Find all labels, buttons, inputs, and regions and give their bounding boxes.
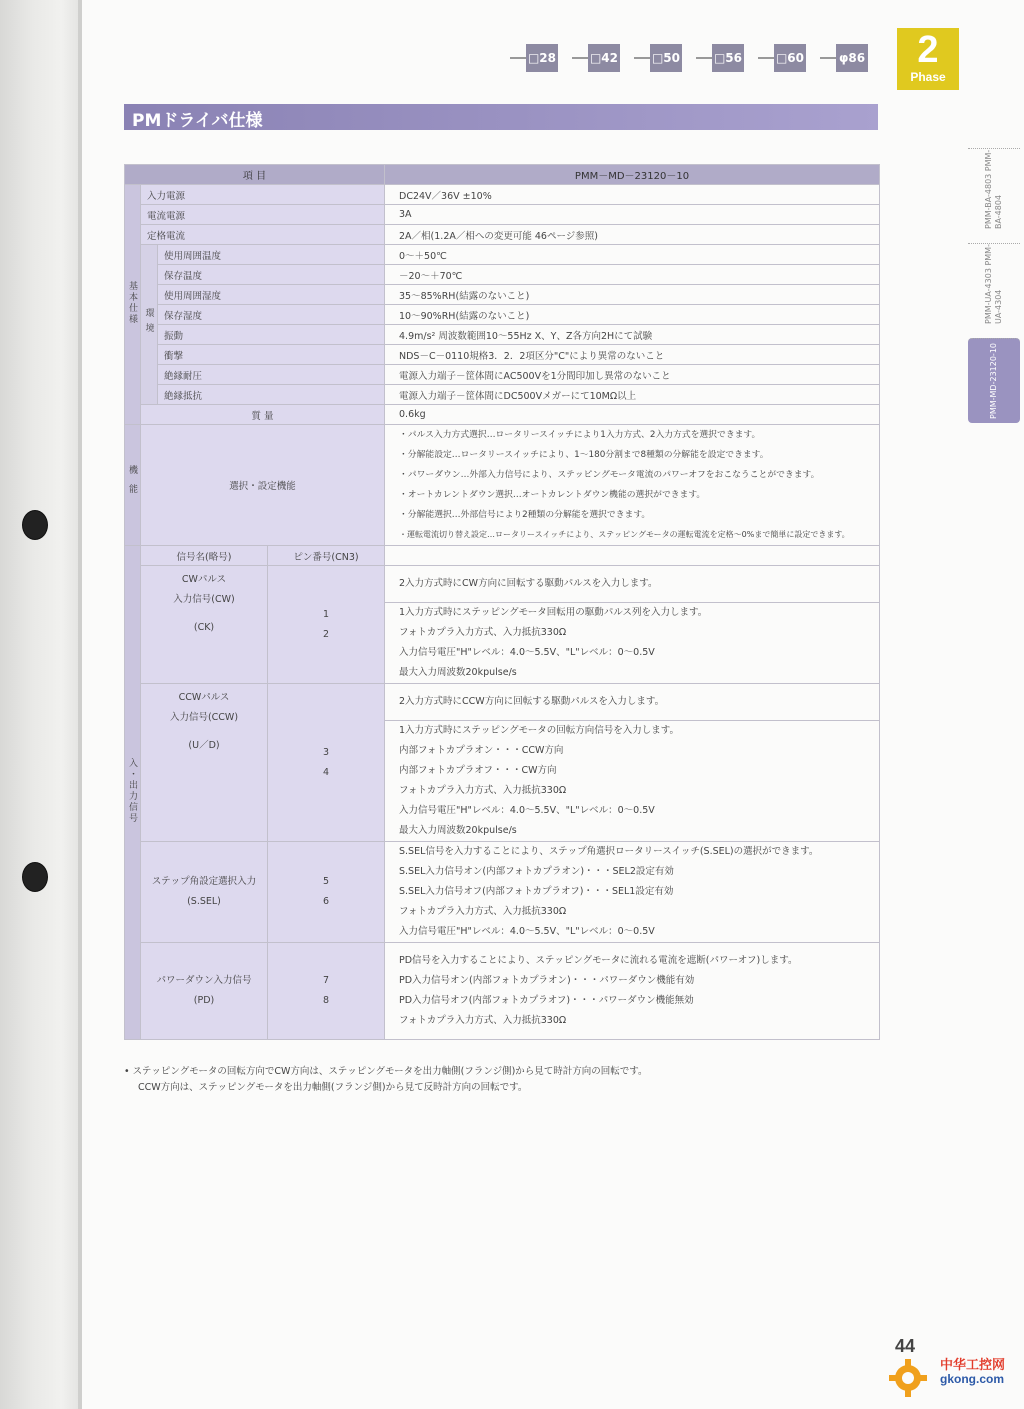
io-header-desc <box>385 546 880 566</box>
footnote-line: • ステッピングモータの回転方向でCW方向は、ステッピングモータを出力軸側(フランジ側)から見て時計方向の回転です。 <box>124 1066 648 1077</box>
signal-alt-desc: 1入力方式時にステッピングモータの回転方向信号を入力します。 内部フォトカプラオン・・・CCW方向 内部フォトカプラオフ・・・CW方向 フォトカプラ入力方式、入力抵抗330Ω 入力信号電圧"H"レベル：4.0～5.5V、"L"レベル：0～0.5V 最大入力周波数20kpulse/s <box>385 721 880 842</box>
table-row <box>125 245 880 265</box>
watermark-title: 中华工控网 <box>940 1358 1006 1373</box>
page-number: 44 <box>895 1336 916 1356</box>
gear-icon <box>888 1358 928 1398</box>
side-tab[interactable]: PMM-UA-4303 PMM-UA-4304 <box>968 243 1020 324</box>
table-row <box>125 185 880 205</box>
phase-label: Phase <box>910 70 946 84</box>
size-tab[interactable]: □56 <box>696 44 744 72</box>
function-line: ・パワーダウン…外部入力信号により、ステッピングモータ電流のパワーオフをおこなうことができます。 <box>399 470 820 480</box>
row-label: 衝撃 <box>158 345 385 365</box>
punch-hole-shadow <box>22 862 48 892</box>
footnote-line: CCW方向は、ステッピングモータを出力軸側(フランジ側)から見て反時計方向の回転です。 <box>138 1082 528 1093</box>
row-value: 4.9m/s² 周波数範囲10～55Hz X、Y、Z各方向2Hにて試験 <box>385 325 880 345</box>
row-label: 入力電源 <box>141 185 385 205</box>
row-label: 保存温度 <box>158 265 385 285</box>
footnotes <box>124 1064 648 1096</box>
category-function: 機能 <box>125 425 141 546</box>
row-label: 保存湿度 <box>158 305 385 325</box>
row-value: 電源入力端子－筐体間にDC500Vメガーにて10MΩ以上 <box>385 385 880 405</box>
io-header-pin: ピン番号(CN3) <box>268 546 385 566</box>
row-value: 35～85%RH(結露のないこと) <box>385 285 880 305</box>
row-value: 3A <box>385 205 880 225</box>
row-value: 0.6kg <box>385 405 880 425</box>
signal-pins: 1 2 <box>268 566 385 684</box>
row-value: DC24V／36V ±10% <box>385 185 880 205</box>
row-label: 使用周囲温度 <box>158 245 385 265</box>
signal-desc: PD信号を入力することにより、ステッピングモータに流れる電流を遮断(パワーオフ)します。 PD入力信号オン(内部フォトカプラオン)・・・パワーダウン機能有効 PD入力信号オフ(内部フォトカプラオフ)・・・パワーダウン機能無効 フォトカプラ入力方式、入力抵抗330Ω <box>385 943 880 1040</box>
row-label: 使用周囲湿度 <box>158 285 385 305</box>
signal-name: CWパルス 入力信号(CW) (CK) <box>141 566 268 684</box>
table-row <box>125 225 880 245</box>
side-tab-active[interactable]: PMM-MD-23120-10 <box>968 338 1020 423</box>
row-value: 電源入力端子－筐体間にAC500Vを1分間印加し異常のないこと <box>385 365 880 385</box>
size-tab[interactable]: □60 <box>758 44 806 72</box>
table-row <box>125 365 880 385</box>
table-row <box>125 285 880 305</box>
signal-desc: S.SEL信号を入力することにより、ステップ角選択ロータリースイッチ(S.SEL)の選択ができます。 S.SEL入力信号オン(内部フォトカプラオン)・・・SEL2設定有効 S.SEL入力信号オフ(内部フォトカプラオフ)・・・SEL1設定有効 フォトカプラ入力方式、入力抵抗330Ω 入力信号電圧"H"レベル：4.0～5.5V、"L"レベル：0～0.5V <box>385 842 880 943</box>
signal-desc: 2入力方式時にCW方向に回転する駆動パルスを入力します。 <box>385 566 880 603</box>
signal-pins: 5 6 <box>268 842 385 943</box>
signal-row <box>125 943 880 1040</box>
size-tab[interactable]: φ86 <box>820 44 868 72</box>
function-line: ・分解能選択…外部信号により2種類の分解能を選択できます。 <box>399 510 651 520</box>
row-value: 10～90%RH(結露のないこと) <box>385 305 880 325</box>
table-row <box>125 325 880 345</box>
punch-hole-shadow <box>22 510 48 540</box>
signal-alt-desc: 1入力方式時にステッピングモータ回転用の駆動パルス列を入力します。 フォトカプラ入力方式、入力抵抗330Ω 入力信号電圧"H"レベル：4.0～5.5V、"L"レベル：0～0.5V 最大入力周波数20kpulse/s <box>385 603 880 684</box>
signal-row <box>125 842 880 943</box>
function-line: ・オートカレントダウン選択…オートカレントダウン機能の選択ができます。 <box>399 490 706 500</box>
table-header-row <box>125 165 880 185</box>
row-label: 振動 <box>158 325 385 345</box>
signal-desc: 2入力方式時にCCW方向に回転する駆動パルスを入力します。 <box>385 684 880 721</box>
section-title-bar <box>124 104 878 130</box>
table-row <box>125 405 880 425</box>
header-model: PMM－MD－23120－10 <box>385 165 880 185</box>
category-env: 環境 <box>141 245 158 405</box>
row-label: 絶縁耐圧 <box>158 365 385 385</box>
row-value: －20～＋70℃ <box>385 265 880 285</box>
signal-name: パワーダウン入力信号 (PD) <box>141 943 268 1040</box>
table-row <box>125 345 880 365</box>
function-line: ・パルス入力方式選択…ロータリースイッチにより1入力方式、2入力方式を選択できます。 <box>399 430 761 440</box>
size-tab[interactable]: □50 <box>634 44 682 72</box>
watermark-url: gkong.com <box>940 1372 1005 1386</box>
size-tab[interactable]: □28 <box>510 44 558 72</box>
function-line: ・運転電流切り替え設定…ロータリースイッチにより、ステッピングモータの運転電流を定格～0%まで簡単に設定できます。 <box>399 530 850 539</box>
row-value: 2A／相(1.2A／相への変更可能 46ページ参照) <box>385 225 880 245</box>
function-line: ・分解能設定…ロータリースイッチにより、1～180分割まで8種類の分解能を設定できます。 <box>399 450 769 460</box>
motor-size-tabs <box>510 44 868 72</box>
signal-row <box>125 566 880 603</box>
side-tab[interactable]: PMM-BA-4803 PMM-BA-4804 <box>968 148 1020 229</box>
signal-pins: 7 8 <box>268 943 385 1040</box>
signal-row <box>125 684 880 721</box>
table-row <box>125 205 880 225</box>
row-value: NDS－C－0110規格3．2．2項区分"C"により異常のないこと <box>385 345 880 365</box>
page-binding <box>0 0 82 1409</box>
signal-pins: 3 4 <box>268 684 385 842</box>
io-header-signal: 信号名(略号) <box>141 546 268 566</box>
section-title: PMドライバ仕様 <box>132 111 263 131</box>
io-header-row <box>125 546 880 566</box>
row-label: 選択・設定機能 <box>141 425 385 546</box>
signal-name: CCWパルス 入力信号(CCW) (U／D) <box>141 684 268 842</box>
row-label: 電流電源 <box>141 205 385 225</box>
row-label: 質 量 <box>141 405 385 425</box>
driver-spec-table <box>124 164 880 1040</box>
table-row <box>125 305 880 325</box>
function-lines <box>385 425 880 546</box>
header-item: 項 目 <box>125 165 385 185</box>
row-label: 定格電流 <box>141 225 385 245</box>
table-row <box>125 385 880 405</box>
phase-badge <box>897 28 959 90</box>
row-label: 絶縁抵抗 <box>158 385 385 405</box>
function-row <box>125 425 880 546</box>
category-basic: 基本仕様 <box>125 185 141 425</box>
site-watermark <box>888 1350 1018 1400</box>
phase-number: 2 <box>917 29 939 71</box>
size-tab[interactable]: □42 <box>572 44 620 72</box>
signal-name: ステップ角設定選択入力 (S.SEL) <box>141 842 268 943</box>
table-row <box>125 265 880 285</box>
side-index-tabs <box>968 148 1020 437</box>
category-io: 入・出力信号 <box>125 546 141 1040</box>
row-value: 0～＋50℃ <box>385 245 880 265</box>
